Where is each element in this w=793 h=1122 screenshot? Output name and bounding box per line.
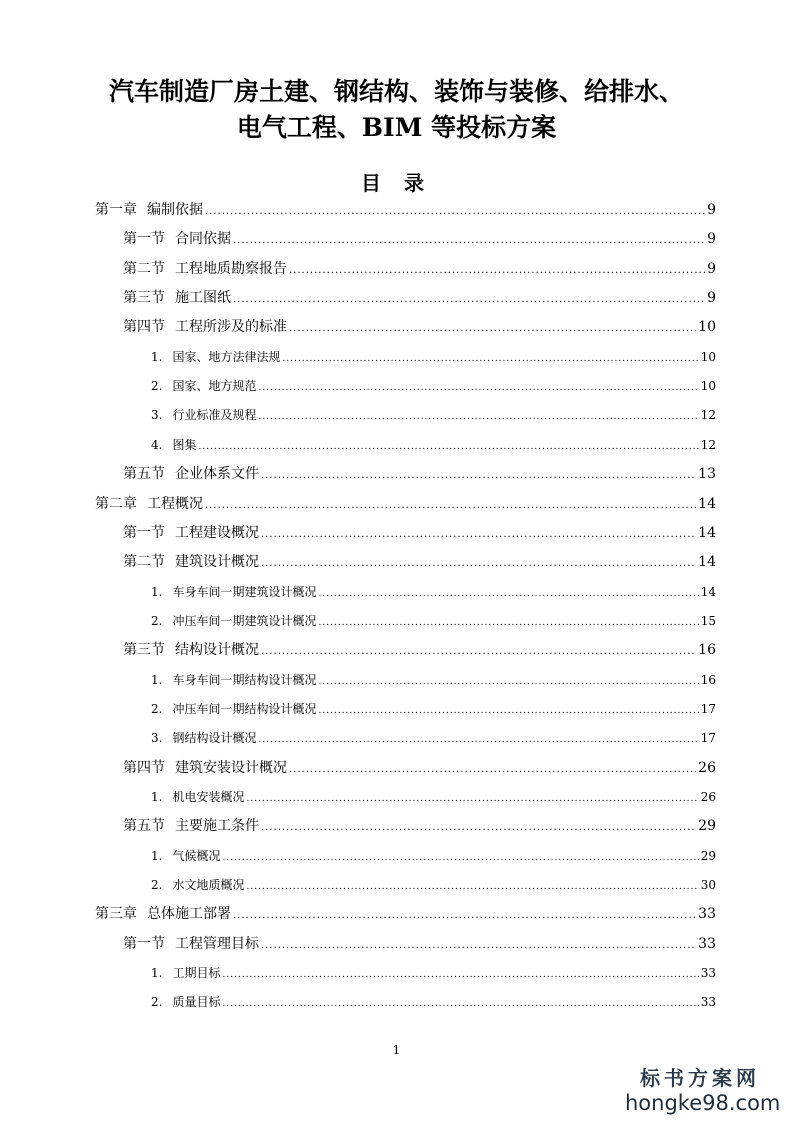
toc-entry[interactable] bbox=[151, 404, 716, 426]
toc-leader-dots bbox=[318, 612, 698, 634]
toc-entry-label bbox=[123, 228, 231, 250]
toc-entry-label bbox=[151, 669, 316, 691]
toc-leader-dots bbox=[233, 905, 696, 927]
toc-entry[interactable] bbox=[151, 375, 716, 397]
toc-entry-number: 第三节 bbox=[123, 642, 165, 659]
toc-entry-label bbox=[123, 316, 287, 338]
toc-leader-dots bbox=[318, 583, 698, 605]
toc-entry-text: 机电安装概况 bbox=[172, 790, 245, 804]
toc-leader-dots bbox=[258, 729, 698, 751]
toc-entry-number: 2. bbox=[151, 379, 163, 394]
toc-entry-page: 30 bbox=[700, 878, 716, 893]
toc-entry-text: 国家、地方规范 bbox=[172, 379, 257, 394]
toc-entry-text: 合同依据 bbox=[175, 231, 231, 248]
toc-entry-text: 工程概况 bbox=[147, 495, 203, 512]
toc-entry[interactable] bbox=[123, 933, 716, 955]
toc-leader-dots bbox=[261, 935, 696, 957]
toc-entry-page: 9 bbox=[707, 260, 716, 277]
toc-entry-label bbox=[123, 815, 259, 837]
toc-entry-page: 10 bbox=[700, 349, 716, 364]
toc-leader-dots bbox=[289, 260, 705, 282]
toc-entry-number: 第一章 bbox=[95, 202, 137, 218]
toc-entry-page: 17 bbox=[700, 701, 716, 716]
toc-leader-dots bbox=[233, 289, 705, 311]
toc-entry[interactable] bbox=[151, 727, 716, 749]
toc-entry-number: 第一节 bbox=[123, 231, 165, 248]
toc-entry-text: 工程地质勘察报告 bbox=[175, 260, 287, 277]
toc-entry-page: 29 bbox=[700, 848, 716, 863]
document-title-line1: 汽车制造厂房土建、钢结构、装饰与装修、给排水、 bbox=[108, 77, 684, 106]
toc-entry-label bbox=[123, 933, 259, 955]
toc-entry-text: 冲压车间一期结构设计概况 bbox=[172, 701, 317, 716]
toc-entry-page: 33 bbox=[700, 995, 716, 1010]
toc-entry[interactable] bbox=[151, 962, 716, 984]
toc-leader-dots bbox=[261, 524, 696, 546]
toc-entry[interactable] bbox=[151, 845, 716, 867]
toc-entry[interactable] bbox=[151, 581, 716, 603]
toc-entry-label bbox=[123, 639, 259, 661]
toc-entry[interactable] bbox=[95, 199, 716, 221]
toc-entry-page: 16 bbox=[700, 672, 716, 687]
toc-entry-number: 第四节 bbox=[123, 759, 165, 776]
toc-entry-page: 26 bbox=[700, 790, 716, 804]
toc-entry[interactable] bbox=[123, 316, 716, 338]
toc-entry-number: 第二节 bbox=[123, 554, 165, 571]
toc-leader-dots bbox=[318, 671, 698, 693]
toc-leader-dots bbox=[318, 700, 698, 722]
toc-entry[interactable] bbox=[151, 991, 716, 1013]
toc-entry[interactable] bbox=[151, 346, 716, 368]
toc-entry-number: 第一节 bbox=[123, 524, 165, 541]
toc-entry-page: 29 bbox=[698, 818, 716, 835]
toc-entry[interactable] bbox=[123, 551, 716, 573]
toc-entry-text: 企业体系文件 bbox=[175, 466, 259, 483]
toc-entry-text: 工程所涉及的标准 bbox=[175, 319, 287, 336]
toc-entry-number: 第三节 bbox=[123, 290, 165, 307]
toc-entry-number: 第三章 bbox=[95, 906, 137, 923]
toc-entry[interactable] bbox=[151, 786, 716, 808]
toc-entry-page: 10 bbox=[698, 319, 716, 336]
toc-entry-number: 1. bbox=[151, 349, 163, 364]
toc-entry-label bbox=[151, 845, 220, 867]
toc-entry-number: 第五节 bbox=[123, 818, 165, 835]
toc-entry-text: 建筑安装设计概况 bbox=[175, 759, 287, 776]
toc-entry-label bbox=[95, 903, 231, 925]
toc-entry[interactable] bbox=[151, 669, 716, 691]
toc-entry[interactable] bbox=[123, 228, 716, 250]
toc-leader-dots bbox=[222, 964, 698, 986]
toc-entry-label bbox=[151, 375, 256, 397]
toc-entry-text: 编制依据 bbox=[147, 202, 203, 218]
toc-leader-dots bbox=[289, 759, 696, 781]
toc-entry-page: 14 bbox=[698, 524, 716, 541]
toc-entry-page: 15 bbox=[700, 613, 716, 628]
watermark-en: hongke98.com bbox=[625, 1091, 781, 1115]
toc-entry-page: 14 bbox=[698, 554, 716, 571]
toc-entry-number: 第五节 bbox=[123, 466, 165, 483]
toc-leader-dots bbox=[261, 465, 696, 487]
toc-leader-dots bbox=[205, 201, 705, 223]
toc-entry-number: 4. bbox=[151, 437, 163, 452]
toc-entry-text: 工期目标 bbox=[172, 966, 221, 981]
toc-entry[interactable] bbox=[123, 463, 716, 485]
toc-entry-label bbox=[151, 698, 316, 720]
toc-entry-label bbox=[151, 991, 220, 1013]
toc-leader-dots bbox=[222, 847, 698, 869]
toc-entry-text: 图集 bbox=[172, 437, 197, 452]
toc-entry[interactable] bbox=[151, 610, 716, 632]
watermark-cn: 标书方案网 bbox=[640, 1066, 760, 1090]
toc-entry[interactable] bbox=[123, 757, 716, 779]
toc-entry-number: 3. bbox=[151, 408, 163, 423]
toc-entry-number: 1. bbox=[151, 848, 163, 863]
watermark bbox=[625, 1066, 781, 1116]
toc-entry[interactable] bbox=[151, 874, 716, 896]
toc-entry-label bbox=[123, 258, 287, 280]
toc-entry-page: 12 bbox=[700, 408, 716, 423]
toc-entry-label bbox=[123, 463, 259, 485]
toc-leader-dots bbox=[198, 436, 698, 458]
toc-entry-label bbox=[151, 346, 280, 368]
toc-entry-number: 第一节 bbox=[123, 935, 165, 952]
toc-leader-dots bbox=[261, 641, 696, 663]
toc-entry-number: 2. bbox=[151, 701, 163, 716]
toc-leader-dots bbox=[205, 495, 696, 517]
toc-entry[interactable] bbox=[123, 522, 716, 544]
toc-entry-text: 车身车间一期建筑设计概况 bbox=[172, 584, 317, 599]
toc-leader-dots bbox=[282, 348, 698, 370]
toc-entry[interactable] bbox=[123, 815, 716, 837]
toc-entry-page: 9 bbox=[707, 202, 716, 218]
toc-entry-page: 16 bbox=[698, 642, 716, 659]
toc-entry-text: 气候概况 bbox=[172, 848, 221, 863]
toc-entry-number: 1. bbox=[151, 584, 163, 599]
toc-entry-page: 33 bbox=[698, 935, 716, 952]
toc-entry-text: 水文地质概况 bbox=[172, 878, 245, 893]
toc-entry-label bbox=[151, 610, 316, 632]
toc-entry-text: 车身车间一期结构设计概况 bbox=[172, 672, 317, 687]
toc-entry-page: 9 bbox=[707, 290, 716, 307]
toc-leader-dots bbox=[222, 993, 698, 1015]
page-number: 1 bbox=[392, 1043, 401, 1057]
toc-entry-page: 14 bbox=[700, 584, 716, 599]
toc-entry-text: 国家、地方法律法规 bbox=[172, 349, 281, 364]
toc-entry[interactable] bbox=[123, 287, 716, 309]
toc-entry-page: 14 bbox=[698, 495, 716, 512]
toc-entry-text: 工程管理目标 bbox=[175, 935, 259, 952]
toc-entry-label bbox=[151, 874, 244, 896]
toc-entry-label bbox=[151, 786, 244, 808]
toc-entry-page: 26 bbox=[698, 759, 716, 776]
toc-entry-page: 12 bbox=[700, 437, 716, 452]
toc-entry-label bbox=[95, 199, 203, 221]
toc-leader-dots bbox=[289, 318, 696, 340]
toc-entry-label bbox=[123, 287, 231, 309]
toc-entry-number: 2. bbox=[151, 995, 163, 1010]
toc-entry-text: 总体施工部署 bbox=[147, 906, 231, 923]
toc-entry-label bbox=[151, 962, 220, 984]
toc-entry[interactable] bbox=[123, 258, 716, 280]
toc-entry-number: 1. bbox=[151, 790, 163, 804]
document-title-line2: 电气工程、BIM 等投标方案 bbox=[236, 113, 557, 142]
toc-leader-dots bbox=[261, 553, 696, 575]
toc-entry[interactable] bbox=[95, 493, 716, 515]
toc-entry-label bbox=[151, 434, 196, 456]
toc-entry-number: 2. bbox=[151, 613, 163, 628]
toc-leader-dots bbox=[246, 788, 698, 810]
toc-entry-label bbox=[123, 757, 287, 779]
toc-entry-label bbox=[123, 522, 259, 544]
toc-entry-text: 工程建设概况 bbox=[175, 524, 259, 541]
toc-entry-page: 10 bbox=[700, 379, 716, 394]
toc-entry-text: 钢结构设计概况 bbox=[172, 731, 257, 746]
toc-entry-text: 冲压车间一期建筑设计概况 bbox=[172, 613, 317, 628]
toc-heading: 目 录 bbox=[361, 171, 432, 195]
toc-entry-page: 9 bbox=[707, 231, 716, 248]
toc-entry-text: 施工图纸 bbox=[175, 290, 231, 307]
toc-entry[interactable] bbox=[123, 639, 716, 661]
toc-entry-text: 结构设计概况 bbox=[175, 642, 259, 659]
toc-entry-number: 第四节 bbox=[123, 319, 165, 336]
toc-entry-label bbox=[123, 551, 259, 573]
toc-entry-page: 17 bbox=[700, 731, 716, 746]
toc-entry-page: 13 bbox=[698, 466, 716, 483]
toc-entry-text: 质量目标 bbox=[172, 995, 221, 1010]
toc-leader-dots bbox=[246, 876, 698, 898]
toc-entry[interactable] bbox=[95, 903, 716, 925]
toc-entry-number: 第二章 bbox=[95, 495, 137, 512]
toc-leader-dots bbox=[261, 817, 696, 839]
toc-entry-page: 33 bbox=[700, 966, 716, 981]
toc-entry[interactable] bbox=[151, 698, 716, 720]
toc-entry-number: 1. bbox=[151, 966, 163, 981]
toc-entry-number: 2. bbox=[151, 878, 163, 893]
toc-entry-label bbox=[151, 581, 316, 603]
toc-entry-number: 1. bbox=[151, 672, 163, 687]
toc-entry-label bbox=[151, 404, 256, 426]
toc-entry-text: 建筑设计概况 bbox=[175, 554, 259, 571]
toc-entry-label bbox=[95, 493, 203, 515]
toc-leader-dots bbox=[233, 230, 705, 252]
toc-leader-dots bbox=[258, 377, 698, 399]
toc-entry-page: 33 bbox=[698, 906, 716, 923]
toc-entry-text: 行业标准及规程 bbox=[172, 408, 257, 423]
toc-leader-dots bbox=[258, 406, 698, 428]
toc-entry-label bbox=[151, 727, 256, 749]
toc-entry-text: 主要施工条件 bbox=[175, 818, 259, 835]
toc-entry[interactable] bbox=[151, 434, 716, 456]
toc-entry-number: 3. bbox=[151, 731, 163, 746]
toc-entry-number: 第二节 bbox=[123, 260, 165, 277]
